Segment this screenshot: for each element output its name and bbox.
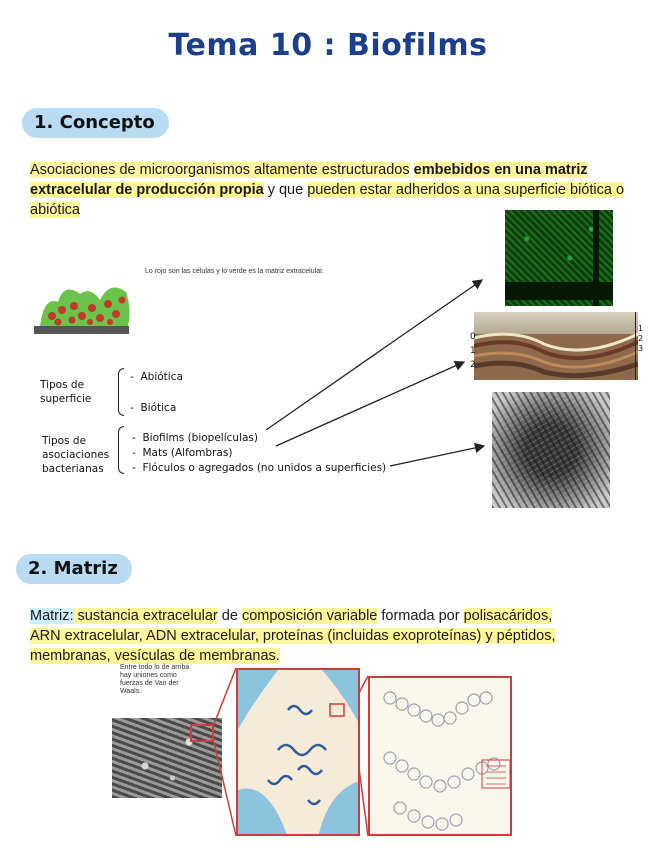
text-fragment: pueden estar adheridos xyxy=(307,182,460,198)
text-fragment: polisacáridos, xyxy=(463,608,553,624)
section-heading-concepto: 1. Concepto xyxy=(22,108,169,138)
section-heading-matriz: 2. Matriz xyxy=(16,554,132,584)
image-caption: Lo rojo son las células y lo verde es la matriz extracelular. xyxy=(145,268,324,275)
text-fragment: Asociaciones de microorganismos altamente estructurados xyxy=(30,162,410,178)
asociaciones-label: Tipos de asociaciones bacterianas xyxy=(42,435,110,475)
text-fragment: ARN extracelular, ADN extracelular, proteínas (incluidas exoproteínas) y péptidos, xyxy=(30,628,556,644)
scale-label: 2 xyxy=(470,360,476,370)
matrix-note: Entre todo lo de arriba hay uniones como fuerzas de Van der Waals. xyxy=(120,664,190,695)
text-fragment: a una superficie biótica o abiótica xyxy=(30,182,625,218)
scale-label: 0 xyxy=(470,332,476,342)
superficie-item: - Abiótica xyxy=(130,371,183,383)
superficie-item: - Biótica xyxy=(130,402,177,414)
text-fragment: membranas, vesículas de membranas. xyxy=(30,648,280,664)
molecular-diagram xyxy=(368,676,512,836)
page-title: Tema 10 : Biofilms xyxy=(168,28,488,63)
matrix-diagram xyxy=(236,668,360,836)
scale-label: 3 xyxy=(638,344,644,353)
text-fragment: composición variable xyxy=(241,608,378,624)
text-fragment: sustancia extracelular xyxy=(73,608,218,624)
asociacion-item: - Biofilms (biopelículas) xyxy=(132,432,258,444)
text-fragment: y que xyxy=(263,182,308,198)
superficie-label: Tipos de superficie xyxy=(40,379,92,405)
asociacion-item: - Mats (Alfombras) xyxy=(132,447,233,459)
scale-label: 2 xyxy=(638,334,644,343)
text-fragment: Matriz: xyxy=(30,608,74,624)
scale-label: 1 xyxy=(470,346,476,356)
scale-label: 1 xyxy=(638,324,644,333)
text-fragment: formada por xyxy=(377,608,464,624)
text-fragment: embebidos en una matriz extracelular de producción propia xyxy=(30,162,588,198)
asociacion-item: - Flóculos o agregados (no unidos a superficies) xyxy=(132,462,387,474)
text-fragment: de xyxy=(217,608,242,624)
